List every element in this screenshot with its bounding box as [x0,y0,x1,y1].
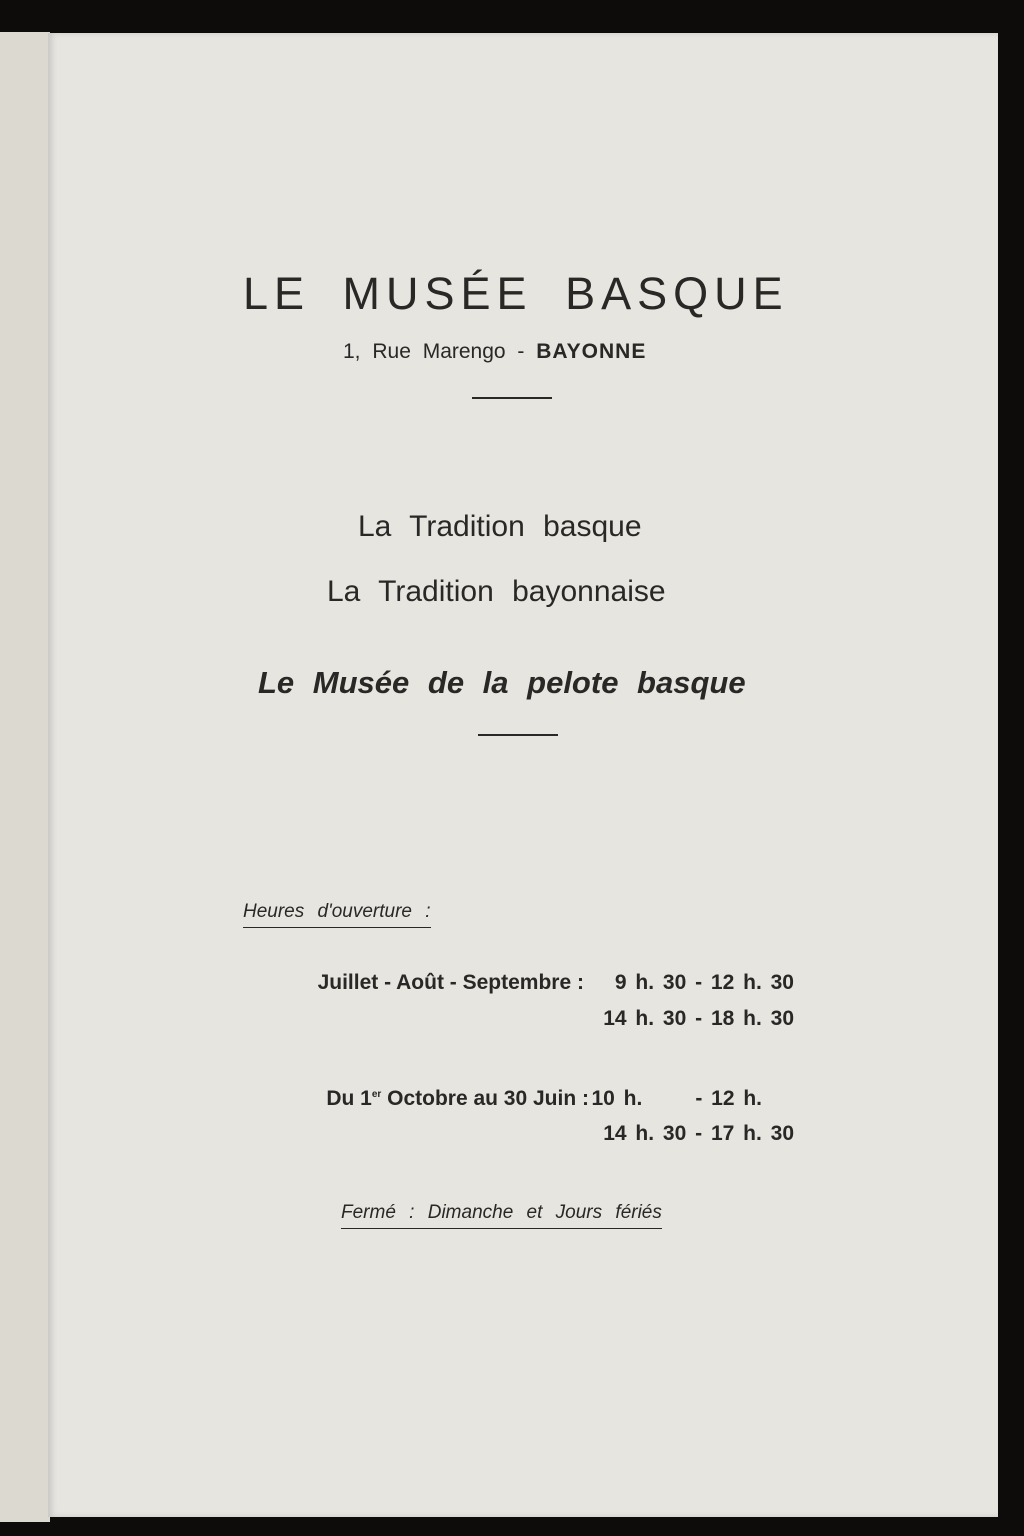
subtitle-basque: La Tradition basque [358,510,642,543]
winter-time-morning: 10 h. - 12 h. [591,1087,762,1110]
subtitle-bayonnaise: La Tradition bayonnaise [327,575,666,608]
winter-label: Du 1er Octobre au 30 Juin : [326,1087,589,1110]
winter-time-afternoon: 14 h. 30 - 17 h. 30 [603,1122,794,1145]
summer-time-morning: 9 h. 30 - 12 h. 30 [614,971,794,994]
museum-title: LE MUSÉE BASQUE [243,268,789,319]
left-page-edge [0,32,50,1522]
closed-days: Fermé : Dimanche et Jours fériés [341,1202,662,1229]
hours-heading: Heures d'ouverture : [243,901,431,928]
pelote-museum: Le Musée de la pelote basque [258,665,746,700]
summer-label: Juillet - Août - Septembre : [317,971,584,994]
city: BAYONNE [536,340,647,363]
document-page [48,33,998,1517]
divider [472,397,552,399]
street: 1, Rue Marengo - [343,340,525,363]
address [343,340,646,364]
divider [478,734,558,736]
summer-time-afternoon: 14 h. 30 - 18 h. 30 [603,1007,794,1030]
